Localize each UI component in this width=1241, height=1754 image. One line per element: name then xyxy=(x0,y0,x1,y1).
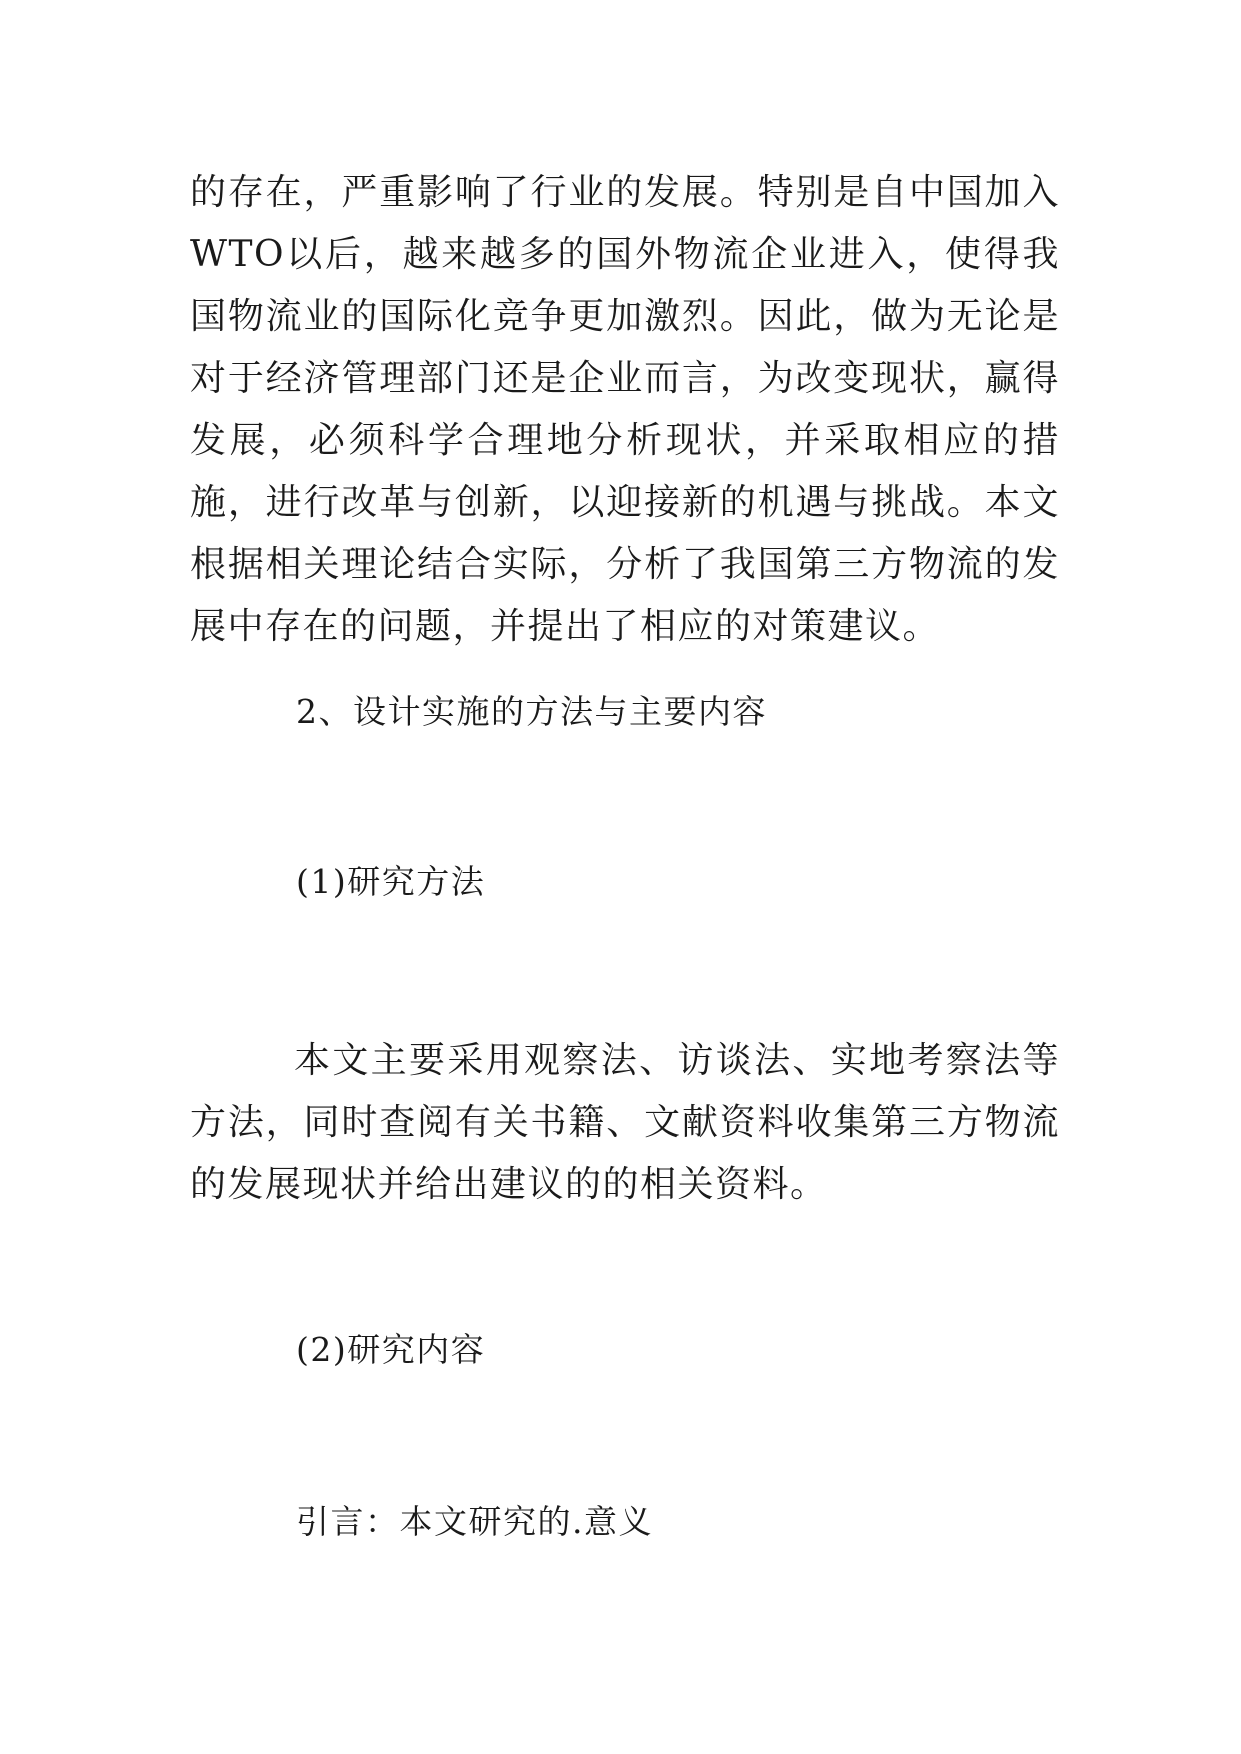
body-paragraph-1: 的存在，严重影响了行业的发展。特别是自中国加入WTO以后，越来越多的国外物流企业进入，使得我国物流业的国际化竞争更加激烈。因此，做为无论是对于经济管理部门还是企业而言，为改变现状，赢得发展，必须科学合理地分析现状，并采取相应的措施，进行改革与创新，以迎接新的机遇与挑战。本文根据相关理论结合实际，分析了我国第三方物流的发展中存在的问题，并提出了相应的对策建议。 xyxy=(190,172,1060,647)
intro-line: 引言：本文研究的.意义 xyxy=(296,1502,653,1541)
section-heading: 2、设计实施的方法与主要内容 xyxy=(296,692,767,731)
subheading-research-method: (1)研究方法 xyxy=(296,862,486,901)
body-paragraph-2: 本文主要采用观察法、访谈法、实地考察法等方法，同时查阅有关书籍、文献资料收集第三方物流的发展现状并给出建议的的相关资料。 xyxy=(190,1040,1060,1205)
subheading-research-content: (2)研究内容 xyxy=(296,1330,486,1369)
